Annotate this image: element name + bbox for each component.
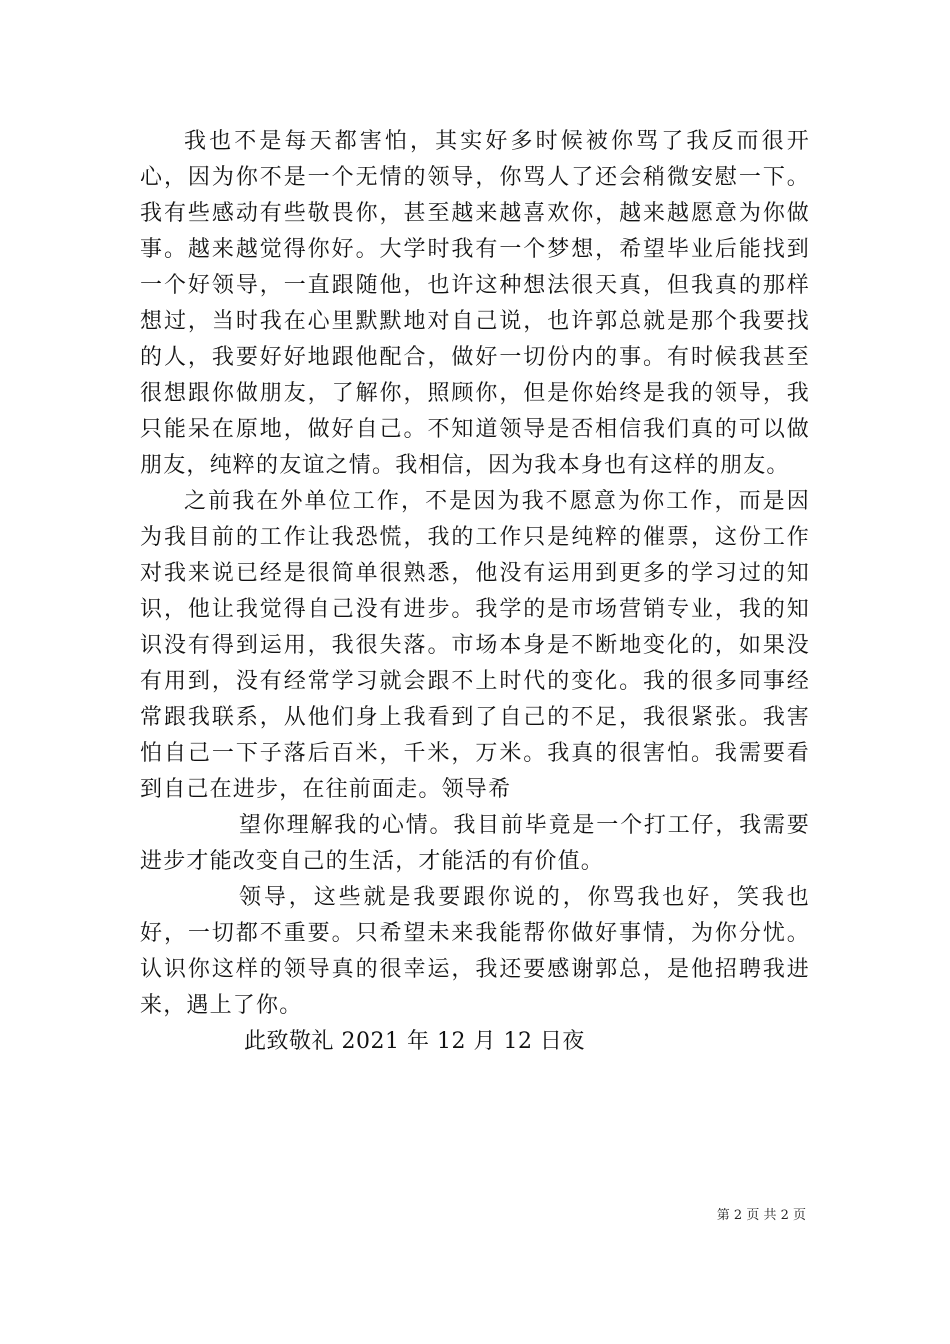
paragraph-4: 领导，这些就是我要跟你说的，你骂我也好，笑我也好，一切都不重要。只希望未来我能帮你做好事情，为你分忧。认识你这样的领导真的很幸运，我还要感谢郭总，是他招聘我进来，遇上了你。	[140, 885, 810, 1018]
paragraph-2: 之前我在外单位工作，不是因为我不愿意为你工作，而是因为我目前的工作让我恐慌，我的工作只是纯粹的催票，这份工作对我来说已经是很简单很熟悉，他没有运用到更多的学习过的知识，他让我觉得自己没有进步。我学的是市场营销专业，我的知识没有得到运用，我很失落。市场本身是不断地变化的，如果没有用到，没有经常学习就会跟不上时代的变化。我的很多同事经常跟我联系，从他们身上我看到了自己的不足，我很紧张。我害怕自己一下子落后百米，千米，万米。我真的很害怕。我需要看到自己在进步，在往前面走。领导希	[140, 489, 810, 802]
closing-line: 此致敬礼 2021 年 12 月 12 日夜	[244, 1029, 585, 1054]
paragraph-3: 望你理解我的心情。我目前毕竟是一个打工仔，我需要进步才能改变自己的生活，才能活的有价值。	[140, 813, 810, 874]
paragraph-1: 我也不是每天都害怕，其实好多时候被你骂了我反而很开心，因为你不是一个无情的领导，你骂人了还会稍微安慰一下。我有些感动有些敬畏你，甚至越来越喜欢你，越来越愿意为你做事。越来越觉得你好。大学时我有一个梦想，希望毕业后能找到一个好领导，一直跟随他，也许这种想法很天真，但我真的那样想过，当时我在心里默默地对自己说，也许郭总就是那个我要找的人，我要好好地跟他配合，做好一切份内的事。有时候我甚至很想跟你做朋友，了解你，照顾你，但是你始终是我的领导，我只能呆在原地，做好自己。不知道领导是否相信我们真的可以做朋友，纯粹的友谊之情。我相信，因为我本身也有这样的朋友。	[140, 129, 810, 478]
page-number: 第 2 页 共 2 页	[716, 1208, 806, 1223]
letter-body	[140, 124, 810, 1060]
